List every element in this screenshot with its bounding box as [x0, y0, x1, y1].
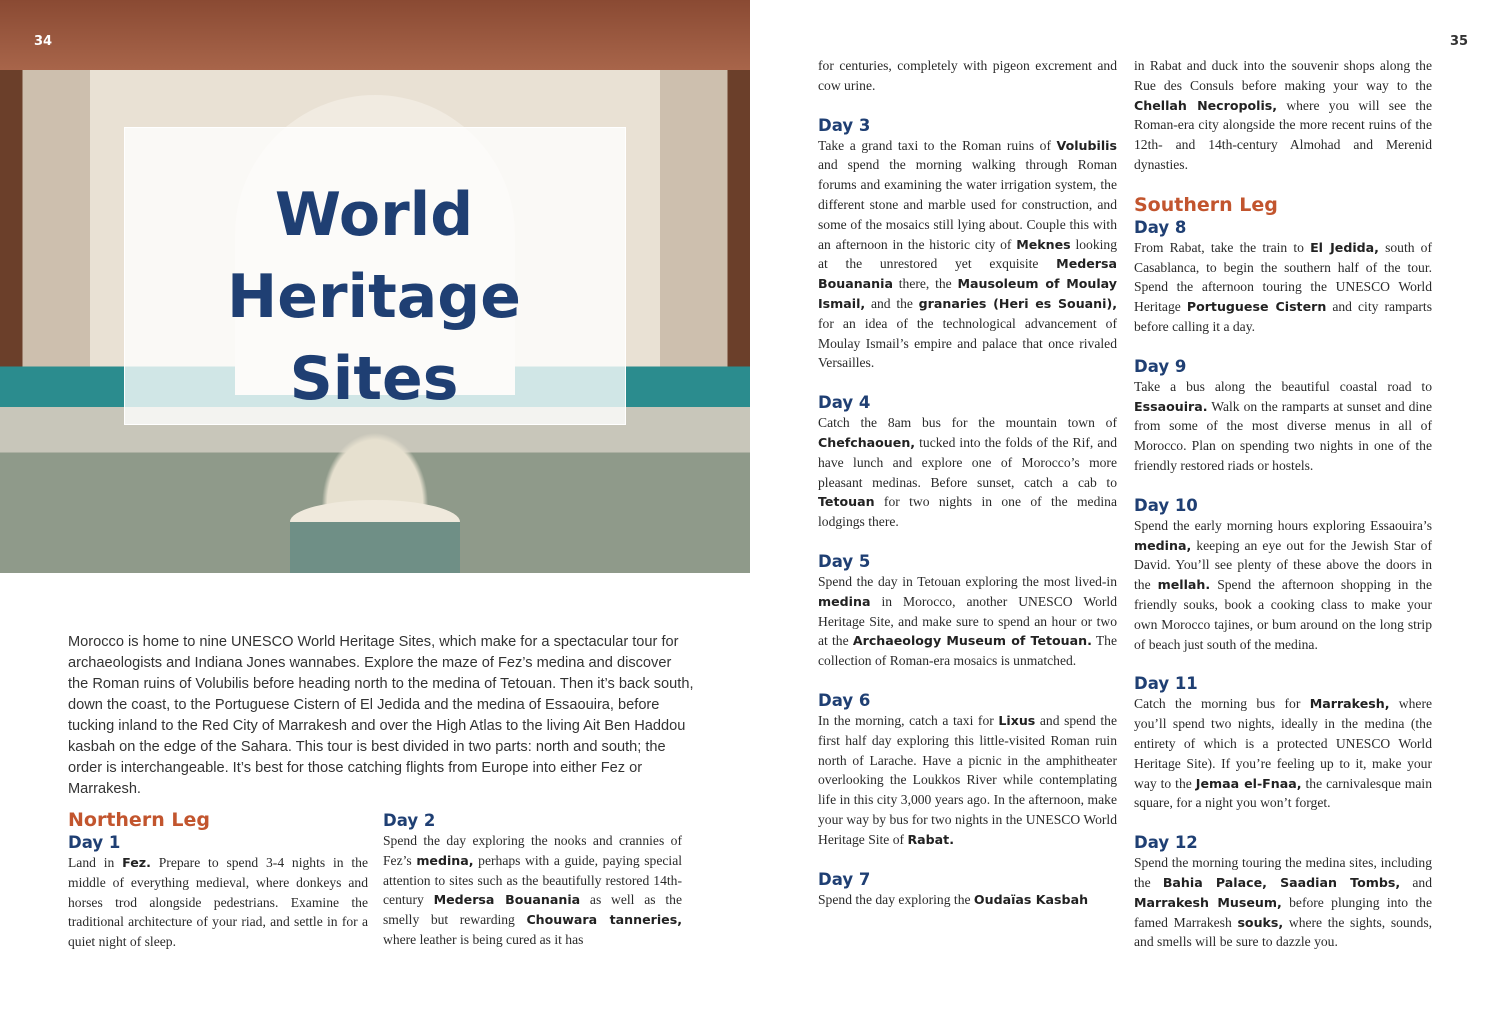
place-name: mellah. [1157, 577, 1211, 593]
day-text: From Rabat, take the train to El Jedida, south of Casablanca, to begin the southern half of the tour. Spend the afternoon touring the UNESCO World Heritage Portuguese Cistern and city ramparts before calling it a day. [1134, 239, 1432, 334]
day-text: Land in Fez. Prepare to spend 3-4 nights in the middle of everything medieval, where donkeys and horses trod alongside pedestrians. Examine the traditional architecture of your riad, and settle in for a quiet night of sleep. [68, 855, 368, 950]
place-name: Marrakesh, [1309, 696, 1390, 712]
place-name: Marrakesh Museum, [1134, 894, 1282, 910]
place-name: Portuguese Cistern [1186, 299, 1327, 315]
place-name: medina [818, 593, 871, 609]
place-name: Tetouan [818, 494, 875, 510]
place-name: Mausoleum of Moulay Ismail, [818, 276, 1117, 311]
day-text: Spend the day in Tetouan exploring the most lived-in medina in Morocco, another UNESCO World Heritage Site, and make sure to spend an hour or two at the Archaeology Museum of Tetouan. The collection of Roman-era mosaics is unmatched. [818, 573, 1118, 669]
title-line: Sites [289, 344, 459, 414]
day-heading: Day 7 [818, 869, 871, 889]
day-text: Spend the morning touring the medina sites, including the Bahia Palace, Saadian Tombs, and Marrakesh Museum, before plunging into the famed Marrakesh souks, where the sights, sounds, and smells will be sure to dazzle you. [1134, 855, 1433, 950]
day-heading: Day 8 [1134, 217, 1187, 237]
place-name: Medersa Bouanania [818, 256, 1117, 292]
day-text: Spend the early morning hours exploring Essaouira’s medina, keeping an eye out for the Jewish Star of David. You’ll see plenty of these above the doors in the mellah. Spend the afternoon shopping in the friendly souks, book a cooking class to make your own Morocco tajines, or bum around on the long strip of beach just south of the medina. [1134, 517, 1432, 652]
place-name: El Jedida, [1310, 239, 1379, 255]
column-4 [1134, 56, 1432, 952]
page-number-left: 34 [34, 34, 53, 49]
page-number-right: 35 [1450, 34, 1469, 49]
page-title [124, 174, 624, 420]
title-line: World [274, 180, 474, 250]
day-heading: Day 10 [1134, 495, 1198, 515]
hero-fountain [290, 500, 460, 573]
column-2 [383, 810, 682, 950]
day-heading: Day 3 [818, 115, 871, 135]
day-heading: Day 5 [818, 551, 871, 571]
place-name: Chouwara tanneries, [526, 912, 682, 928]
place-name: Fez. [122, 855, 151, 870]
day-text: Take a bus along the beautiful coastal road to Essaouira. Walk on the ramparts at sunset and dine from some of the most diverse menus in all of Morocco. Plan on spending two nights in one of the friendly restored riads or hostels. [1134, 378, 1432, 473]
day-heading: Day 1 [68, 833, 121, 852]
day-text: for centuries, completely with pigeon excrement and cow urine. [818, 58, 1117, 93]
place-name: Chefchaouen, [818, 434, 916, 450]
hero-ceiling [0, 0, 750, 70]
place-name: medina, [1134, 537, 1192, 553]
place-name: Bahia Palace, Saadian Tombs, [1162, 874, 1401, 890]
day-heading: Day 6 [818, 690, 871, 710]
place-name: Jemaa el-Fnaa, [1195, 775, 1302, 791]
southern-leg-heading: Southern Leg [1134, 193, 1278, 216]
intro-paragraph: Morocco is home to nine UNESCO World Heritage Sites, which make for a spectacular tour for archaeologists and Indiana Jones wannabes. Explore the maze of Fez’s medina and discover the Roman ruins of Volubilis before heading north to the medina of Tetouan. Then it’s back south, down the coast, to the Portuguese Cistern of El Jedida and the medina of Essaouira, before tucking inland to the Red City of Marrakesh and over the High Atlas to the living Ait Ben Haddou kasbah on the edge of the Sahara. This tour is best divided in two parts: north and south; the order is interchangeable. It’s best for those catching flights from Europe into either Fez or Marrakesh. [68, 634, 694, 797]
place-name: Medersa Bouanania [433, 892, 581, 908]
day-heading: Day 4 [818, 393, 871, 413]
day-heading: Day 11 [1134, 674, 1198, 694]
northern-leg-heading: Northern Leg [68, 809, 210, 831]
place-name: Archaeology Museum of Tetouan. [852, 633, 1092, 649]
place-name: Meknes [1016, 236, 1071, 252]
day-text: Catch the morning bus for Marrakesh, where you’ll spend two nights, ideally in the medina (the entirety of which is a protected UNESCO World Heritage Site). If you’re feeling up to it, make your way to the Jemaa el-Fnaa, the carnivalesque main square, for a night you won’t forget. [1134, 696, 1433, 811]
column-3 [818, 56, 1117, 909]
place-name: Volubilis [1056, 137, 1117, 153]
day-text: Spend the day exploring the Oudaïas Kasbah [818, 891, 1089, 907]
title-line: Heritage [227, 262, 521, 332]
place-name: Lixus [998, 712, 1036, 728]
place-name: Chellah Necropolis, [1134, 97, 1278, 113]
place-name: Oudaïas Kasbah [973, 891, 1089, 907]
day-heading: Day 12 [1134, 833, 1198, 853]
day-text: Take a grand taxi to the Roman ruins of Volubilis and spend the morning walking through Roman forums and examining the water irrigation system, the different stone and marble used for construction, and some of the mosaics still lying about. Couple this with an afternoon in the historic city of Meknes looking at the unrestored yet exquisite Medersa Bouanania there, the Mausoleum of Moulay Ismail, and the granaries (Heri es Souani), for an idea of the technological advancement of Moulay Ismail’s empire and palace that once rivaled Versailles. [818, 137, 1117, 371]
place-name: Rabat. [907, 831, 954, 847]
day-text: in Rabat and duck into the souvenir shops along the Rue des Consuls before making your way to the Chellah Necropolis, where you will see the Roman-era city alongside the more recent ruins of the 12th- and 14th-century Almohad and Merenid dynasties. [1134, 58, 1432, 172]
day-text: In the morning, catch a taxi for Lixus and spend the first half day exploring this little-visited Roman ruin north of Larache. Have a picnic in the amphitheater overlooking the Loukkos River while contemplating life in this city 3,000 years ago. In the afternoon, make your way by bus for two nights in the UNESCO World Heritage Site of Rabat. [818, 712, 1117, 847]
place-name: souks, [1237, 914, 1284, 930]
day-text: Spend the day exploring the nooks and crannies of Fez’s medina, perhaps with a guide, paying special attention to sites such as the beautifully restored 14th-century Medersa Bouanania as well as the smelly but rewarding Chouwara tanneries, where leather is being cured as it has [383, 833, 682, 947]
place-name: Essaouira. [1134, 398, 1208, 414]
place-name: medina, [416, 852, 474, 868]
column-1 [68, 808, 368, 952]
place-name: granaries (Heri es Souani), [918, 295, 1117, 311]
day-heading: Day 9 [1134, 356, 1187, 376]
day-heading: Day 2 [383, 811, 436, 830]
day-text: Catch the 8am bus for the mountain town of Chefchaouen, tucked into the folds of the Rif, and have lunch and explore one of Morocco’s more pleasant medinas. Before sunset, catch a cab to Tetouan for two nights in one of the medina lodgings there. [818, 415, 1117, 530]
